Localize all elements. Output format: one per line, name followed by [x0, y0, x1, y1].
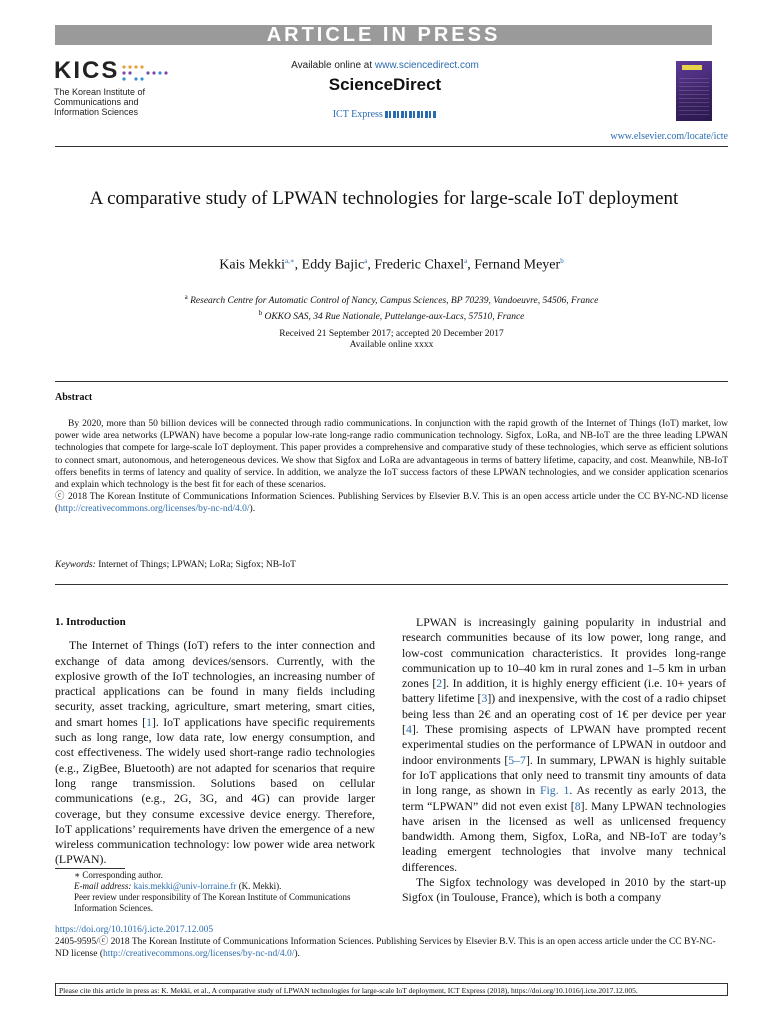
corresponding-author-note: ∗ Corresponding author. — [74, 870, 163, 880]
paragraph-text: ]. Many LPWAN technologies have arisen in the licensed as well as unlicensed frequency bandwidth. Among them, Sigfox, LoRa, and NB-IoT are today’s leading emergent technologies that involve many technical differences. — [402, 798, 726, 874]
paragraph-text: ]. These promising aspects of LPWAN have prompted recent experimental studies on the performance of LPWAN in outdoor and indoor environments [ — [402, 722, 726, 767]
paragraph-text: ]. In summary, LPWAN is highly suitable for IoT applications that only need to transmit tiny amounts of data in long range, as shown in — [402, 752, 726, 798]
citation-box: Please cite this article in press as: K. Mekki, et al., A comparative study of LPWAN technologies for large-scale IoT deployment, ICT Express (2018), https://doi.org/10.1016/j.icte.2017.12.005. — [55, 983, 728, 996]
reference-link[interactable]: 1 — [146, 714, 152, 729]
sciencedirect-link[interactable]: www.sciencedirect.com — [374, 60, 479, 71]
footnote-rule — [55, 868, 125, 869]
paper-title: A comparative study of LPWAN technologies for large-scale IoT deployment — [89, 188, 679, 209]
article-in-press-banner: ARTICLE IN PRESS — [55, 25, 712, 45]
issn-close: ). — [294, 949, 300, 959]
cc-license-link[interactable]: http://creativecommons.org/licenses/by-nc-nd/4.0/ — [103, 949, 295, 959]
paragraph-text: . As recently as early 2013, the term “LPWAN” did not even exist [ — [402, 783, 726, 813]
available-online-date: Available online xxxx — [349, 340, 434, 350]
right-column — [402, 615, 726, 906]
author-name: Eddy Bajic — [301, 257, 365, 273]
kics-name-line: Communications and — [54, 97, 139, 107]
kics-name-line: The Korean Institute of — [54, 87, 146, 97]
author-name: Frederic Chaxel — [374, 257, 465, 273]
abstract-copyright — [55, 491, 728, 515]
cc-license-link[interactable]: http://creativecommons.org/licenses/by-nc-nd/4.0/ — [58, 504, 250, 515]
paragraph-text: ]. In addition, it is highly energy efficient (i.e. 10+ years of battery lifetime [ — [402, 676, 726, 706]
abstract-heading: Abstract — [55, 392, 93, 403]
sciencedirect-logo: ScienceDirect — [328, 75, 442, 94]
kics-logo — [54, 59, 164, 117]
abstract-text: By 2020, more than 50 billion devices will be connected through radio communications. In conjunction with the rapid growth of the Internet of Things (IoT) market, low power wide area networks (LPWAN) have become a popular low-rate long-range radio communication technology. Sigfox, LoRa, and NB-IoT are the three leading LPWAN technologies that compete for large-scale IoT deployment. This paper provides a comprehensive and comparative study of these technologies, which serve as efficient solutions to connect smart, autonomous, and heterogeneous devices. We show that Sigfox and LoRa are advantageous in terms of battery lifetime, capacity, and cost. Meanwhile, NB-IoT offers benefits in terms of latency and quality of service. In addition, we analyze the IoT success factors of these LPWAN technologies, and we consider application scenarios and explain which technology is the best fit for each of these scenarios. — [55, 419, 728, 491]
copyright-text: ⓒ 2018 The Korean Institute of Communications Information Sciences. Publishing Services by Elsevier B.V. This is an open access article under the CC BY-NC-ND license ( — [55, 492, 728, 515]
elsevier-journal-link[interactable]: www.elsevier.com/locate/icte — [610, 131, 728, 142]
reference-link[interactable]: 2 — [436, 676, 443, 691]
affiliation-text: Research Centre for Automatic Control of Nancy, Campus Sciences, BP 70239, Vandoeuvre, 54506, France — [190, 296, 599, 307]
reference-link[interactable]: 8 — [574, 798, 581, 813]
paragraph: The Sigfox technology was developed in 2010 by the start-up Sigfox (in Toulouse, France), which is both a company — [402, 875, 726, 905]
reference-link[interactable]: 3 — [481, 691, 488, 706]
keywords-list: Internet of Things; LPWAN; LoRa; Sigfox; NB-IoT — [95, 560, 296, 570]
author-name: Kais Mekki — [219, 257, 286, 273]
affiliations — [55, 291, 728, 323]
kics-dots-icon — [120, 64, 180, 82]
author-affiliation-mark[interactable]: a — [464, 257, 468, 265]
keywords — [55, 560, 296, 570]
journal-citation — [200, 109, 570, 120]
header-divider — [55, 146, 728, 147]
issn-copyright — [55, 936, 728, 960]
reference-link[interactable]: 4 — [405, 722, 412, 737]
paragraph-text: The Internet of Things (IoT) refers to the inter connection and exchange of data among devices/sensors. Currently, with the explosive growth of the IoT technologies, an increasing number of practical applications can be found in many fields including security, asset tracking, agriculture, smart metering, smart cities, and smart homes [ — [55, 638, 375, 729]
received-accepted-date: Received 21 September 2017; accepted 20 December 2017 — [279, 329, 504, 339]
footnote-text: Corresponding author. — [82, 870, 163, 880]
reference-link[interactable]: 5–7 — [508, 752, 526, 767]
author-name: Fernand Meyer — [474, 257, 561, 273]
journal-name: ICT Express — [332, 109, 386, 120]
copyright-close: ). — [249, 504, 256, 515]
figure-link[interactable]: Fig. 1 — [539, 783, 570, 798]
affiliation-a — [55, 291, 728, 307]
author-list: Kais Mekki$^{a,∗}$, Eddy Bajic$^a$, Frederic Chaxel$^a$, Fernand Meyer$^b$ — [219, 257, 564, 273]
paragraph — [402, 615, 726, 875]
section-heading: 1. Introduction — [55, 616, 126, 628]
author-email-link[interactable]: kais.mekki@univ-lorraine.fr — [133, 881, 237, 891]
abstract-top-divider — [55, 381, 728, 382]
footnotes — [55, 870, 375, 914]
kics-name-line: Information Sciences — [54, 107, 139, 117]
kics-wordmark: KICS — [54, 57, 120, 84]
author-affiliation-mark[interactable]: a — [364, 257, 368, 265]
available-prefix: Available online at — [291, 60, 375, 71]
author-affiliation-mark[interactable]: a,∗ — [285, 257, 295, 265]
paragraph — [55, 638, 375, 867]
author-affiliation-mark[interactable]: b — [560, 257, 564, 265]
publisher-header — [200, 60, 570, 120]
keywords-label: Keywords: — [55, 560, 96, 570]
doi-block — [55, 924, 728, 960]
doi-link[interactable]: https://doi.org/10.1016/j.icte.2017.12.005 — [55, 925, 214, 935]
affiliation-mark: b — [258, 309, 263, 318]
affiliation-text: OKKO SAS, 34 Rue Nationale, Puttelange-aux-Lacs, 57510, France — [264, 312, 525, 323]
article-dates — [55, 329, 728, 351]
journal-volume-bars-icon — [385, 111, 437, 118]
abstract-bottom-divider — [55, 584, 728, 585]
affiliation-mark: a — [184, 293, 188, 301]
left-column — [55, 615, 375, 868]
kics-full-name — [54, 87, 164, 117]
paragraph-text: ]. IoT applications have specific requirements such as long range, low data rate, low energy consumption, and cost effectiveness. The widely used short-range radio technologies (e.g., ZigBee, Bluetooth) are not adapted for scenarios that require long range transmission. Solutions based on cellular communications (e.g., 2G, 3G, and 4G) can provide larger coverage, but they consume excessive device energy. Therefore, IoT applications’ requirements have driven the emergence of a new wireless communication technology: low power wide area network (LPWAN). — [55, 714, 375, 867]
affiliation-b — [55, 307, 728, 323]
available-online — [200, 60, 570, 71]
paragraph-text: LPWAN is increasingly gaining popularity in industrial and research communities because of its low power, long range, and low-cost communication characteristics. It provides long-range communication up to 10–40 km in rural zones and 1–5 km in urban zones [ — [402, 615, 726, 691]
paragraph-text: ]) and inexpensive, with the cost of a radio chipset being less than 2€ and an operating cost of 1€ per device per year [ — [402, 691, 726, 737]
journal-cover-image — [676, 61, 712, 121]
footnote-text: (K. Mekki). — [236, 881, 282, 891]
email-label: E-mail address: — [74, 881, 134, 891]
abstract-body — [55, 418, 728, 516]
peer-review-note: Peer review under responsibility of The Korean Institute of Communications Information Sciences. — [74, 892, 351, 913]
email-note — [55, 881, 375, 892]
issn-text: 2405-9595/ⓒ 2018 The Korean Institute of Communications Information Sciences. Publishing Services by Elsevier B.V. This is an open access article under the CC BY-NC-ND license ( — [55, 937, 716, 959]
